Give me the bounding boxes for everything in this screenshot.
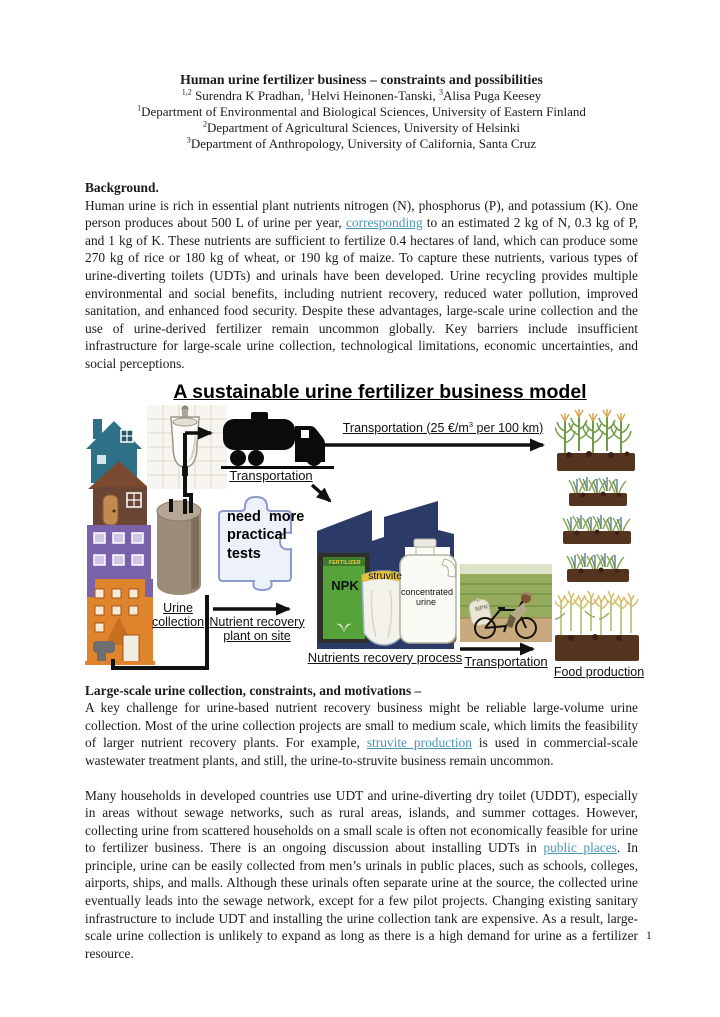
author-name: Helvi Heinonen-Tanski, — [311, 88, 439, 103]
recovery-process-label: Nutrients recovery process — [307, 649, 463, 665]
page-content — [85, 0, 645, 962]
recovery-plant-label: Nutrient recovery plant on site — [209, 614, 305, 644]
transport-cost-label: Transportation (25 $€/m^3$ per 100 km) — [342, 419, 544, 435]
urinal-icon — [147, 405, 227, 489]
need-tests-label: need more practical tests — [227, 508, 305, 562]
food-production-label: Food production — [553, 664, 645, 679]
author-sup: 1 — [306, 87, 312, 97]
truck-transportation-label: Transportation — [229, 467, 313, 483]
section2-paragraph-2: Many households in developed countries use UDT and urine-diverting dry toilet (UDDT), especially in areas without sewage networks, such as rural areas, islands, and summer cottages. However, collecting urine from scattered households on a small scale is often not economically feasible for urine to fertilizer business. There is an ongoing discussion about installing UDTs in public places. In principle, urine can be easily collected from men’s urinals in public places, such as schools, colleges, airports, ships, and malls. Although these urinals often separate urine at the source, the collected urine eventually leads into the sewage network, except for a few pilot projects. Changing existing sanitary infrastructure to include UDT and installing the urine collection tank are expensive. As a result, large-scale urine collection is unlikely to expand as long as there is a high demand for urine as a fertilizer resource. — [85, 787, 638, 961]
background-heading: Background. — [85, 180, 159, 195]
struvite-production-link[interactable]: struvite production — [366, 735, 472, 751]
storage-tank-icon — [155, 499, 203, 599]
struvite-bag-label: struvite — [368, 569, 402, 582]
fertilizer-tag-label: FERTILIZER — [329, 559, 361, 566]
urine-collection-label: Urine collection — [151, 600, 205, 630]
public-places-link[interactable]: public places — [543, 840, 617, 856]
author-sup: 3 — [439, 87, 444, 97]
author-name: Surendra K Pradhan, — [191, 88, 307, 103]
tanker-truck-icon — [221, 409, 334, 471]
section2-paragraph-1: A key challenge for urine-based nutrient recovery business might be reliable large-volume urine collection. Most of the urine collection projects are small to medium scale, which limits the feasibility of larger nutrient recovery plants. For example, struvite production is used in commercial-scale wastewater treatment plants, and still, the urine-to-struvite business remain uncommon. — [85, 700, 638, 768]
section2-heading: Large-scale urine collection, constraints, and motivations – — [85, 682, 422, 698]
concentrated-urine-label: concentrated urine — [401, 586, 454, 608]
figure-title: A sustainable urine fertilizer business model — [173, 380, 587, 403]
business-model-figure — [85, 380, 645, 679]
bicycle-transport-image — [460, 564, 552, 642]
author-sup: 1,2 — [181, 87, 192, 97]
author-name: Alisa Puga Keesey — [443, 88, 542, 103]
sack-npk-label: NPK — [474, 603, 490, 613]
page-number: 1 — [646, 930, 652, 942]
affiliation-line: $^1$Department of Environmental and Biological Sciences, University of Eastern Finland — [137, 103, 586, 119]
crops-illustration — [555, 407, 639, 663]
affiliation-line: $^2$Department of Agricultural Sciences, University of Helsinki — [202, 119, 521, 135]
authors-line — [85, 88, 638, 104]
affiliation-line: $^3$Department of Anthropology, University of California, Santa Cruz — [186, 135, 537, 151]
npk-bag-label: NPK — [331, 577, 359, 593]
bike-transportation-label: Transportation — [464, 653, 548, 669]
background-paragraph: Human urine is rich in essential plant nutrients nitrogen (N), phosphorus (P), and potassium (K). One person produces about 500 L of urine per year, corresponding to an estimated 2 kg of N, 0.3 kg of P, and 1 kg of K. These nutrients are sufficient to fertilize 0.4 hectares of land, which can produce some 270 kg of rice or 180 kg of wheat, or 190 kg of maize. To capture these nutrients, various types of urine-diverting toilets (UDTs) and urinals have been developed. Urine recycling provides multiple environmental and social benefits, including nutrient recovery, reduced water pollution, improved sanitation, and enhanced food security. Despite these advantages, large-scale urine collection and the use of urine-derived fertilizer remain uncommon globally. Key barriers include insufficient infrastructure for large-scale urine collection, technological limitations, economic uncertainties, and social perceptions. — [85, 197, 638, 371]
corresponding-link[interactable]: corresponding — [345, 215, 423, 231]
paper-title: Human urine fertilizer business – constraints and possibilities — [180, 72, 543, 87]
